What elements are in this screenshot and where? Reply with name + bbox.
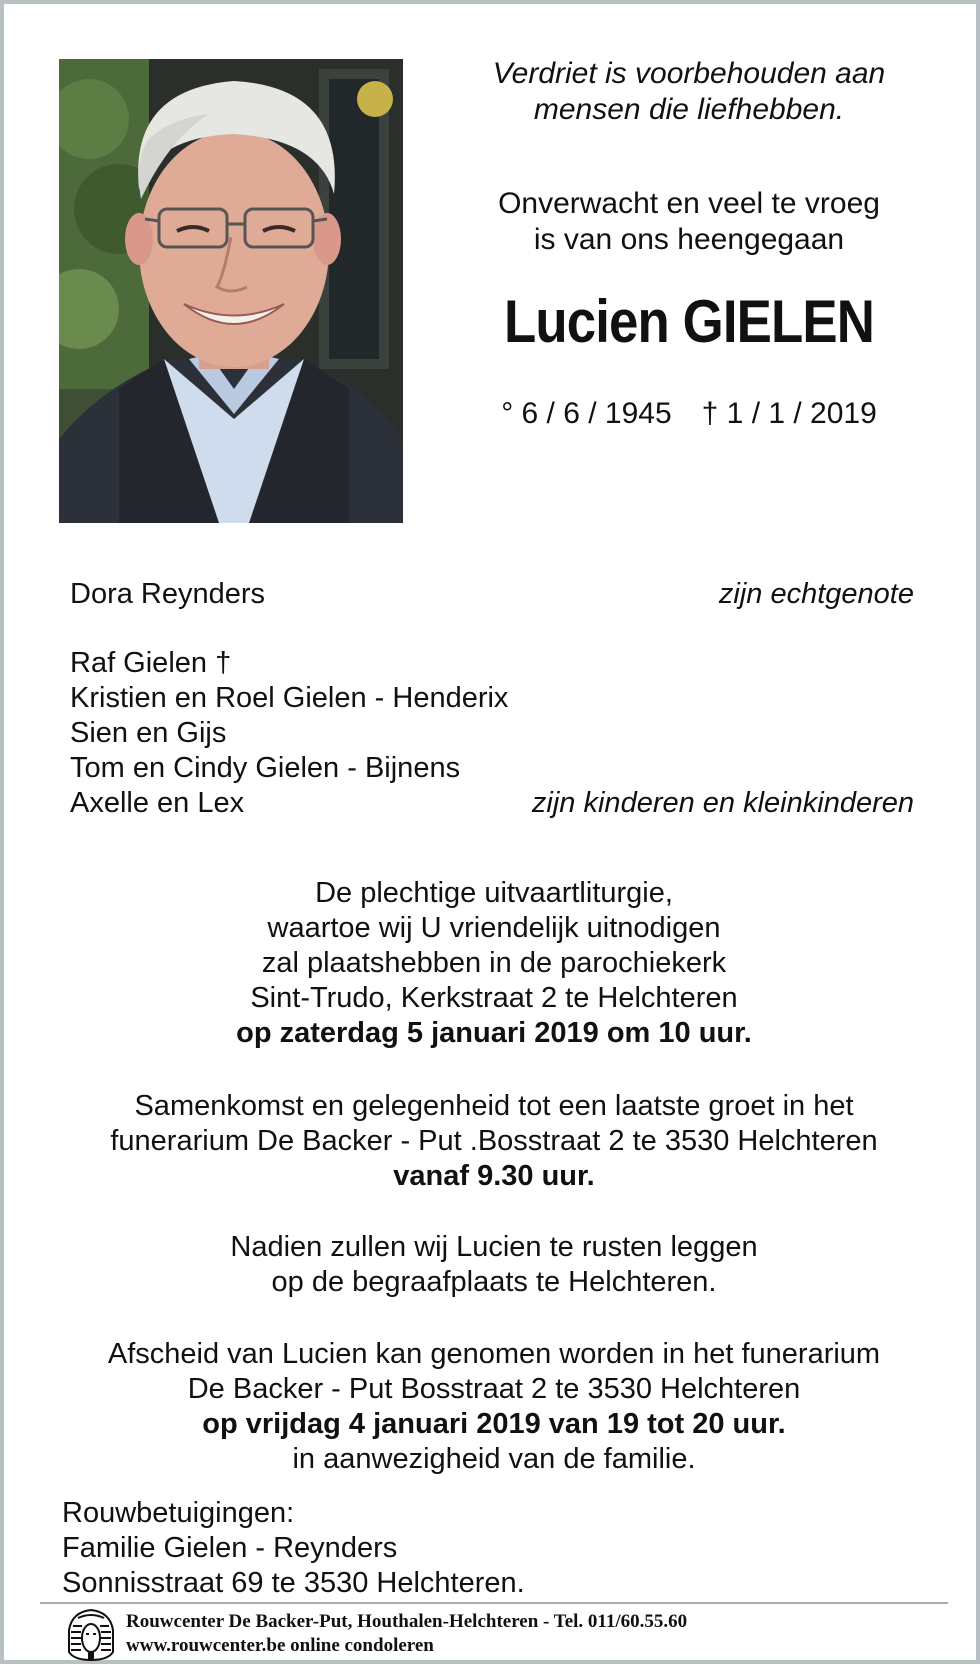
funeral-line: waartoe wij U vriendelijk uitnodigen — [267, 912, 721, 944]
death-date: † 1 / 1 / 2019 — [701, 397, 877, 430]
footer — [64, 1606, 944, 1664]
child-entry: Kristien en Roel Gielen - Henderix — [70, 682, 509, 714]
farewell-info — [64, 1337, 924, 1477]
intro-text — [429, 186, 949, 258]
footer-company: Rouwcenter De Backer-Put, Houthalen-Helchteren - Tel. 011/60.55.60 — [126, 1611, 688, 1632]
child-entry: Sien en Gijs — [70, 717, 227, 749]
birth-date: ° 6 / 6 / 1945 — [501, 397, 672, 430]
gathering-when: vanaf 9.30 uur. — [393, 1160, 595, 1192]
spouse-row — [70, 576, 914, 612]
funeral-info — [64, 876, 924, 1051]
farewell-after: in aanwezigheid van de familie. — [292, 1443, 696, 1475]
footer-divider — [40, 1602, 948, 1604]
child-entry: Tom en Cindy Gielen - Bijnens — [70, 752, 461, 784]
life-dates — [429, 396, 949, 432]
quote-line: mensen die liefhebben. — [533, 93, 845, 126]
condolences — [62, 1496, 922, 1601]
quote-line: Verdriet is voorbehouden aan — [492, 57, 886, 90]
child-entry: Raf Gielen † — [70, 647, 232, 679]
condolences-line: Familie Gielen - Reynders — [62, 1532, 398, 1564]
farewell-when: op vrijdag 4 januari 2019 van 19 tot 20 uur. — [202, 1408, 786, 1440]
intro-line: Onverwacht en veel te vroeg — [498, 187, 880, 220]
gathering-line: Samenkomst en gelegenheid tot een laatste groet in het — [134, 1090, 854, 1122]
portrait-image — [59, 59, 403, 523]
child-entry: Axelle en Lex — [70, 787, 245, 819]
burial-line: Nadien zullen wij Lucien te rusten leggen — [230, 1231, 758, 1263]
footer-website[interactable]: www.rouwcenter.be online condoleren — [126, 1635, 434, 1656]
deceased-name: Lucien GIELEN — [504, 288, 874, 355]
farewell-line: De Backer - Put Bosstraat 2 te 3530 Helchteren — [187, 1373, 801, 1405]
funeral-line: De plechtige uitvaartliturgie, — [315, 877, 673, 909]
gathering-info — [64, 1089, 924, 1194]
funeral-when: op zaterdag 5 januari 2019 om 10 uur. — [236, 1017, 752, 1049]
intro-line: is van ons heengegaan — [533, 223, 845, 256]
pharaoh-logo-icon — [64, 1608, 118, 1662]
funeral-line: zal plaatshebben in de parochiekerk — [261, 947, 727, 979]
footer-text — [126, 1610, 687, 1658]
farewell-line: Afscheid van Lucien kan genomen worden in het funerarium — [107, 1338, 881, 1370]
spouse-name: Dora Reynders — [70, 578, 266, 610]
spouse-relation: zijn echtgenote — [718, 578, 914, 610]
funeral-line: Sint-Trudo, Kerkstraat 2 te Helchteren — [250, 982, 738, 1014]
children-list — [70, 646, 914, 821]
quote — [429, 56, 949, 128]
children-relation: zijn kinderen en kleinkinderen — [531, 787, 914, 819]
burial-line: op de begraafplaats te Helchteren. — [271, 1266, 717, 1298]
portrait-photo — [59, 59, 403, 523]
condolences-line: Sonnisstraat 69 te 3530 Helchteren. — [62, 1567, 525, 1599]
gathering-line: funerarium De Backer - Put .Bosstraat 2 te 3530 Helchteren — [110, 1125, 878, 1157]
burial-info — [64, 1230, 924, 1300]
condolences-line: Rouwbetuigingen: — [62, 1497, 295, 1529]
